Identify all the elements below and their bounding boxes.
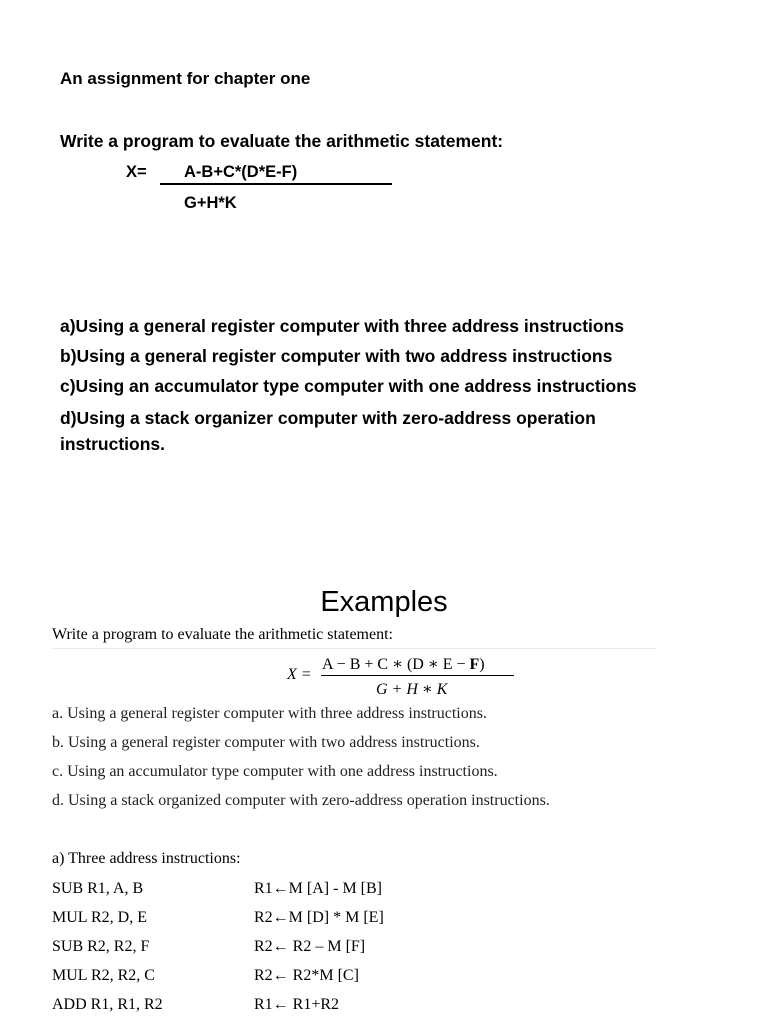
examples-fraction-bar	[321, 675, 514, 676]
fraction-bar	[160, 183, 392, 185]
numerator-bold-variable: F	[469, 656, 480, 673]
register-transfer: R2←M [D] * M [E]	[254, 909, 384, 926]
instruction: MUL R2, D, E	[52, 909, 147, 926]
assignment-part-c: c)Using an accumulator type computer with one address instructions	[60, 376, 637, 396]
instruction: MUL R2, R2, C	[52, 967, 155, 984]
examples-equation-denominator: G + H ∗ K	[376, 681, 448, 698]
examples-part-b: b. Using a general register computer with two address instructions.	[52, 734, 480, 751]
examples-equation-numerator	[322, 654, 485, 674]
register-transfer: R2← R2 – M [F]	[254, 938, 366, 955]
examples-part-d: d. Using a stack organized computer with zero-address operation instructions.	[52, 792, 550, 809]
instruction: SUB R2, R2, F	[52, 938, 150, 955]
numerator-part: A − B + C ∗ (D ∗ E −	[322, 656, 470, 673]
numerator-close: )	[479, 656, 485, 673]
examples-heading: Examples	[320, 586, 448, 618]
assignment-part-d-continued: instructions.	[60, 434, 166, 454]
examples-part-a: a. Using a general register computer with three address instructions.	[52, 705, 487, 722]
register-transfer: R2← R2*M [C]	[254, 967, 359, 984]
three-address-heading: a) Three address instructions:	[52, 850, 241, 867]
assignment-part-a: a)Using a general register computer with three address instructions	[60, 316, 625, 336]
register-transfer: R1←M [A] - M [B]	[254, 880, 382, 897]
equation-numerator: A-B+C*(D*E-F)	[184, 163, 298, 181]
equation-denominator: G+H*K	[184, 194, 237, 212]
examples-equation-lhs: X =	[287, 666, 312, 683]
equation-lhs: X=	[126, 163, 147, 181]
instruction: SUB R1, A, B	[52, 880, 144, 897]
assignment-title: An assignment for chapter one	[60, 69, 311, 88]
assignment-task: Write a program to evaluate the arithmetic statement:	[60, 131, 504, 151]
assignment-part-d: d)Using a stack organizer computer with zero-address operation	[60, 408, 596, 428]
divider	[52, 648, 656, 649]
instruction: ADD R1, R1, R2	[52, 996, 163, 1013]
register-transfer: R1← R1+R2	[254, 996, 340, 1013]
assignment-part-b: b)Using a general register computer with two address instructions	[60, 346, 613, 366]
examples-task: Write a program to evaluate the arithmetic statement:	[52, 626, 393, 643]
examples-part-c: c. Using an accumulator type computer with one address instructions.	[52, 763, 498, 780]
